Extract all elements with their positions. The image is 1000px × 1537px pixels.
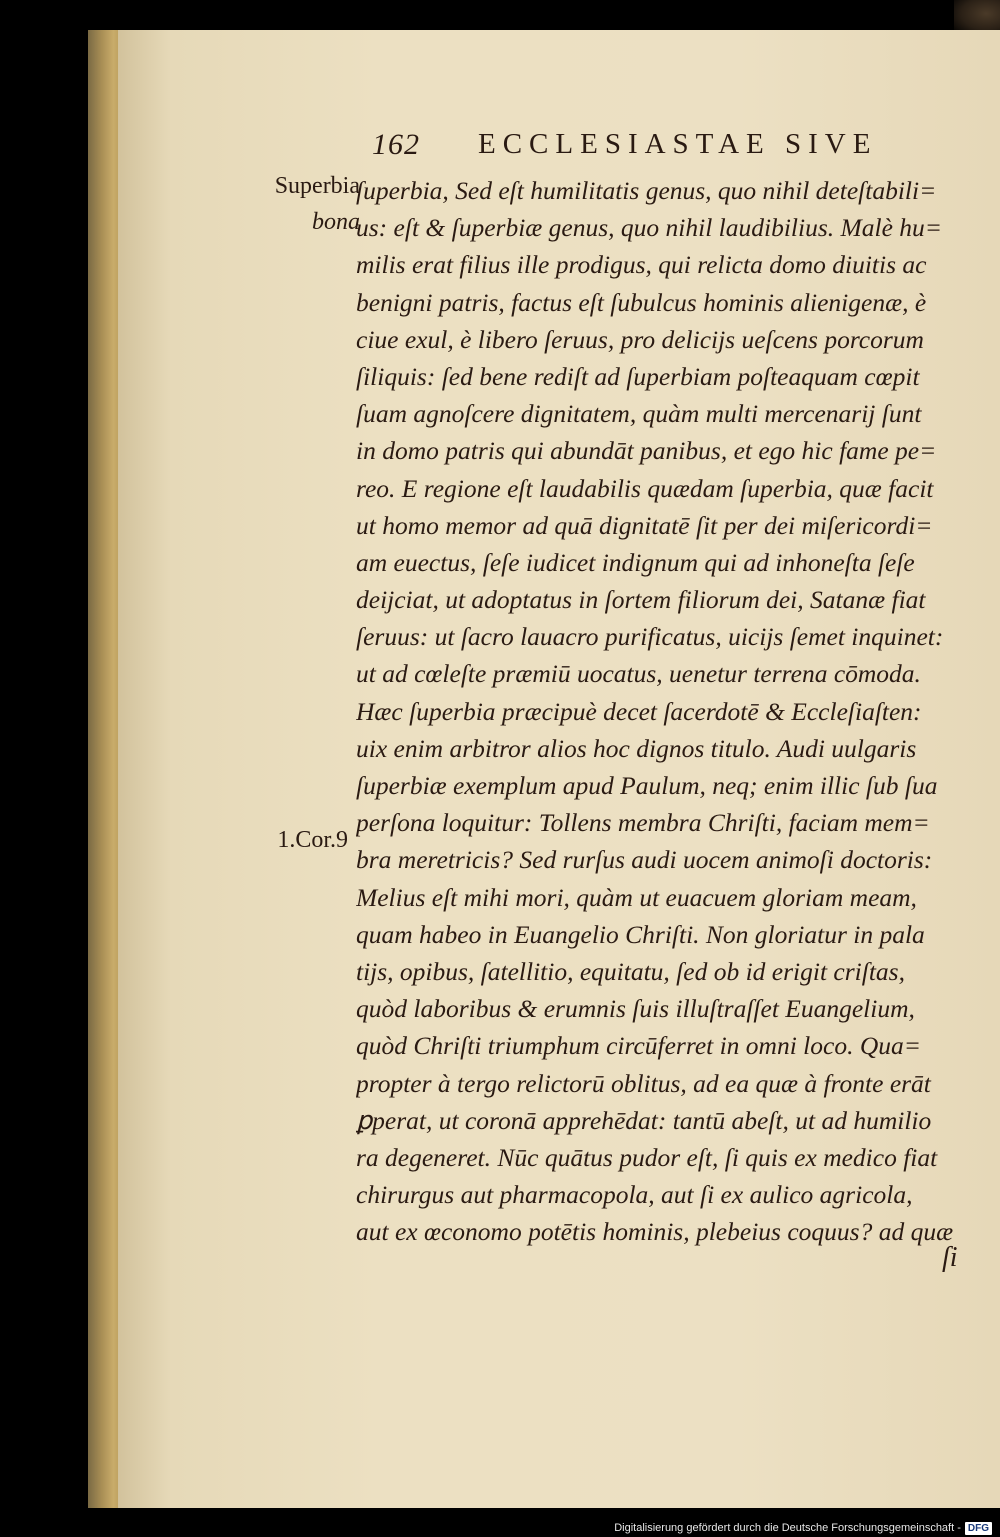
text-line: ra degeneret. Nūc quātus pudor eſt, ſi quis ex medico fiat bbox=[356, 1142, 938, 1172]
text-line: ſeruus: ut ſacro lauacro purificatus, uicijs ſemet inquinet: bbox=[356, 622, 944, 652]
body-text bbox=[356, 172, 970, 1250]
text-line: am euectus, ſeſe iudicet indignum qui ad inhoneſta ſeſe bbox=[356, 547, 915, 577]
credit-text: Digitalisierung gefördert durch die Deutsche Forschungsgemeinschaft - bbox=[614, 1522, 961, 1534]
text-line: propter à tergo relictorū oblitus, ad ea quæ à fronte erāt bbox=[356, 1068, 931, 1098]
text-line: benigni patris, factus eſt ſubulcus hominis alienigenæ, è bbox=[356, 287, 927, 317]
text-line: tijs, opibus, ſatellitio, equitatu, ſed ob id erigit criſtas, bbox=[356, 956, 905, 986]
text-line: ut homo memor ad quā dignitatē ſit per dei miſericordi= bbox=[356, 510, 933, 540]
page-header bbox=[372, 128, 942, 168]
dfg-logo-icon: DFG bbox=[965, 1522, 992, 1535]
marginal-note-reference: 1.Cor.9 bbox=[277, 827, 348, 853]
corner-ornament bbox=[954, 0, 1000, 34]
text-line: chirurgus aut pharmacopola, aut ſi ex aulico agricola, bbox=[356, 1180, 913, 1210]
text-line: Hæc ſuperbia præcipuè decet ſacerdotē & Eccleſiaſten: bbox=[356, 696, 922, 726]
text-line: ſuam agnoſcere dignitatem, quàm multi mercenarij ſunt bbox=[356, 399, 922, 429]
text-line: quòd Chriſti triumphum circūferret in omni loco. Qua= bbox=[356, 1031, 921, 1061]
text-line: ſuperbiæ exemplum apud Paulum, neq; enim illic ſub ſua bbox=[356, 771, 938, 800]
page-number: 162 bbox=[372, 128, 420, 161]
text-line: Melius eſt mihi mori, quàm ut euacuem gloriam meam, bbox=[356, 882, 917, 912]
text-line: us: eſt & ſuperbiæ genus, quo nihil laudibilius. Malè hu= bbox=[356, 213, 942, 243]
marginal-note-bona: bona bbox=[312, 209, 360, 235]
text-line: deijciat, ut adoptatus in ſortem filiorum dei, Satanæ fiat bbox=[356, 585, 926, 615]
book-page-edges bbox=[88, 30, 122, 1508]
text-line: ſuperbia, Sed eſt humilitatis genus, quo nihil deteſtabili= bbox=[356, 176, 937, 205]
text-line: bra meretricis? Sed rurſus audi uocem animoſi doctoris: bbox=[356, 845, 933, 875]
text-line: ſiliquis: ſed bene rediſt ad ſuperbiam poſteaquam cœpit bbox=[356, 361, 920, 391]
text-line: in domo patris qui abundāt panibus, et ego hic fame pe= bbox=[356, 436, 937, 466]
marginal-note-superbia: Superbia bbox=[274, 173, 360, 199]
text-line: quam habeo in Euangelio Chriſti. Non gloriatur in pala bbox=[356, 919, 925, 949]
text-line: aut ex œconomo potētis hominis, plebeius coquus? ad quæ bbox=[356, 1217, 954, 1247]
text-line: ciue exul, è libero ſeruus, pro delicijs ueſcens porcorum bbox=[356, 324, 924, 354]
text-line: reo. E regione eſt laudabilis quædam ſuperbia, quæ facit bbox=[356, 473, 934, 503]
text-line: ut ad cœleſte præmiū uocatus, uenetur terrena cōmoda. bbox=[356, 659, 921, 689]
text-line: quòd laboribus & erumnis ſuis illuſtraſſet Euangelium, bbox=[356, 994, 915, 1024]
digitization-credit bbox=[614, 1520, 992, 1536]
text-line: milis erat filius ille prodigus, qui relicta domo diuitis ac bbox=[356, 250, 927, 280]
catchword: ſi bbox=[942, 1242, 958, 1273]
text-line: perſona loquitur: Tollens membra Chriſti, faciam mem= bbox=[356, 808, 930, 838]
text-line: uix enim arbitror alios hoc dignos titulo. Audi uulgaris bbox=[356, 733, 917, 763]
text-line: ꝑperat, ut coronā apprehēdat: tantū abeſt, ut ad humilio bbox=[356, 1105, 932, 1135]
running-title: ECCLESIASTAE SIVE bbox=[478, 128, 878, 160]
